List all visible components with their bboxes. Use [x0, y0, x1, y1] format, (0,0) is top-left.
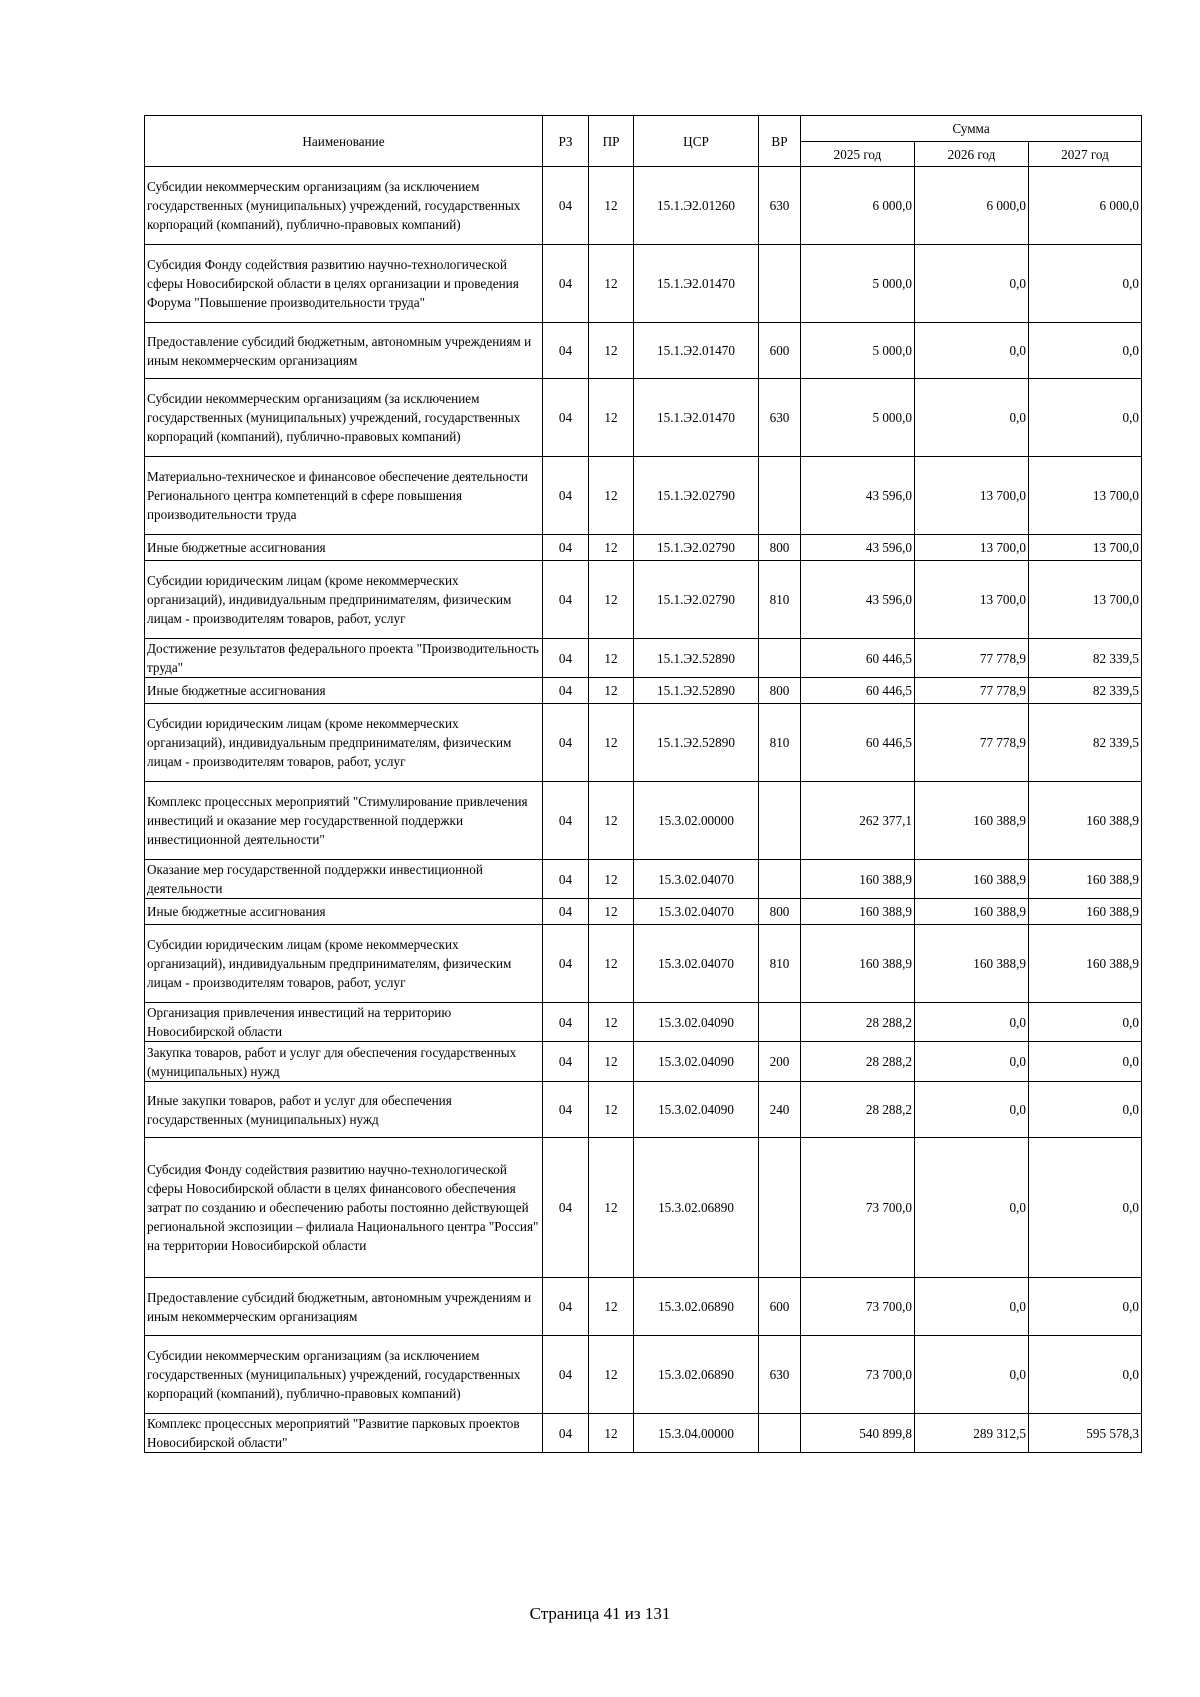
- cell-sum-2025: 5 000,0: [801, 245, 915, 323]
- cell-name: Иные закупки товаров, работ и услуг для обеспечения государственных (муниципальных) нужд: [145, 1082, 543, 1138]
- table-row: [145, 379, 1142, 457]
- cell-sum-2026: 13 700,0: [915, 535, 1029, 561]
- cell-name: Оказание мер государственной поддержки инвестиционной деятельности: [145, 860, 543, 899]
- cell-pr: 12: [589, 167, 634, 245]
- cell-vr: 630: [759, 379, 801, 457]
- cell-pr: 12: [589, 1138, 634, 1278]
- table-row: [145, 925, 1142, 1003]
- cell-sum-2025: 73 700,0: [801, 1138, 915, 1278]
- cell-csr: 15.3.02.04070: [634, 925, 759, 1003]
- cell-pr: 12: [589, 1414, 634, 1453]
- cell-vr: [759, 245, 801, 323]
- cell-pr: 12: [589, 704, 634, 782]
- cell-sum-2027: 0,0: [1029, 1042, 1142, 1082]
- cell-vr: [759, 782, 801, 860]
- cell-sum-2027: 13 700,0: [1029, 561, 1142, 639]
- cell-sum-2026: 77 778,9: [915, 704, 1029, 782]
- cell-vr: 240: [759, 1082, 801, 1138]
- cell-rz: 04: [543, 379, 589, 457]
- cell-vr: 800: [759, 678, 801, 704]
- cell-name: Субсидии юридическим лицам (кроме некоммерческих организаций), индивидуальным предпринимателям, физическим лицам - производителям товаров, работ, услуг: [145, 561, 543, 639]
- cell-csr: 15.3.02.04090: [634, 1042, 759, 1082]
- cell-csr: 15.1.Э2.52890: [634, 678, 759, 704]
- cell-rz: 04: [543, 1414, 589, 1453]
- cell-sum-2026: 160 388,9: [915, 860, 1029, 899]
- budget-table: [144, 115, 1142, 1453]
- cell-rz: 04: [543, 1278, 589, 1336]
- cell-rz: 04: [543, 535, 589, 561]
- cell-vr: 630: [759, 167, 801, 245]
- cell-sum-2025: 60 446,5: [801, 639, 915, 678]
- cell-sum-2026: 0,0: [915, 379, 1029, 457]
- cell-rz: 04: [543, 678, 589, 704]
- cell-csr: 15.1.Э2.01470: [634, 379, 759, 457]
- cell-vr: 600: [759, 1278, 801, 1336]
- table-row: [145, 678, 1142, 704]
- cell-sum-2027: 0,0: [1029, 379, 1142, 457]
- table-row: [145, 860, 1142, 899]
- cell-sum-2027: 6 000,0: [1029, 167, 1142, 245]
- table-body: [145, 167, 1142, 1453]
- cell-vr: [759, 1003, 801, 1042]
- cell-vr: 800: [759, 899, 801, 925]
- cell-sum-2025: 160 388,9: [801, 860, 915, 899]
- cell-name: Субсидии некоммерческим организациям (за исключением государственных (муниципальных) учреждений, государственных корпораций (компаний), публично-правовых компаний): [145, 379, 543, 457]
- cell-pr: 12: [589, 678, 634, 704]
- cell-pr: 12: [589, 782, 634, 860]
- cell-pr: 12: [589, 639, 634, 678]
- cell-csr: 15.3.02.06890: [634, 1278, 759, 1336]
- cell-vr: [759, 457, 801, 535]
- cell-sum-2025: 540 899,8: [801, 1414, 915, 1453]
- cell-sum-2027: 82 339,5: [1029, 704, 1142, 782]
- table-row: [145, 561, 1142, 639]
- cell-name: Субсидии некоммерческим организациям (за исключением государственных (муниципальных) учреждений, государственных корпораций (компаний), публично-правовых компаний): [145, 1336, 543, 1414]
- cell-sum-2025: 28 288,2: [801, 1082, 915, 1138]
- cell-pr: 12: [589, 379, 634, 457]
- cell-sum-2026: 77 778,9: [915, 678, 1029, 704]
- cell-sum-2027: 160 388,9: [1029, 899, 1142, 925]
- cell-vr: 810: [759, 561, 801, 639]
- cell-pr: 12: [589, 860, 634, 899]
- cell-sum-2026: 0,0: [915, 1082, 1029, 1138]
- table-row: [145, 1138, 1142, 1278]
- cell-sum-2027: 13 700,0: [1029, 535, 1142, 561]
- cell-pr: 12: [589, 899, 634, 925]
- cell-csr: 15.1.Э2.52890: [634, 704, 759, 782]
- cell-sum-2026: 0,0: [915, 1278, 1029, 1336]
- header-vr: ВР: [759, 116, 801, 167]
- cell-sum-2025: 73 700,0: [801, 1336, 915, 1414]
- cell-sum-2025: 5 000,0: [801, 323, 915, 379]
- cell-sum-2027: 160 388,9: [1029, 860, 1142, 899]
- cell-rz: 04: [543, 167, 589, 245]
- cell-rz: 04: [543, 457, 589, 535]
- cell-rz: 04: [543, 245, 589, 323]
- cell-csr: 15.1.Э2.01470: [634, 323, 759, 379]
- cell-rz: 04: [543, 1336, 589, 1414]
- cell-rz: 04: [543, 899, 589, 925]
- cell-rz: 04: [543, 1138, 589, 1278]
- cell-sum-2025: 262 377,1: [801, 782, 915, 860]
- cell-name: Предоставление субсидий бюджетным, автономным учреждениям и иным некоммерческим организациям: [145, 323, 543, 379]
- cell-sum-2027: 0,0: [1029, 1138, 1142, 1278]
- cell-sum-2026: 77 778,9: [915, 639, 1029, 678]
- cell-pr: 12: [589, 535, 634, 561]
- cell-pr: 12: [589, 1042, 634, 1082]
- cell-vr: [759, 1414, 801, 1453]
- cell-sum-2027: 0,0: [1029, 245, 1142, 323]
- cell-name: Субсидия Фонду содействия развитию научно-технологической сферы Новосибирской области в целях финансового обеспечения затрат по созданию и обеспечению работы постоянно действующей региональной экспозиции – филиала Национального центра "Россия" на территории Новосибирской области: [145, 1138, 543, 1278]
- cell-sum-2027: 82 339,5: [1029, 678, 1142, 704]
- header-year-2027: 2027 год: [1029, 142, 1142, 167]
- cell-pr: 12: [589, 925, 634, 1003]
- cell-sum-2025: 5 000,0: [801, 379, 915, 457]
- cell-sum-2025: 60 446,5: [801, 678, 915, 704]
- cell-sum-2026: 0,0: [915, 1003, 1029, 1042]
- cell-sum-2025: 73 700,0: [801, 1278, 915, 1336]
- header-sum: Сумма: [801, 116, 1142, 142]
- cell-sum-2026: 0,0: [915, 245, 1029, 323]
- header-year-2025: 2025 год: [801, 142, 915, 167]
- cell-csr: 15.3.02.04090: [634, 1003, 759, 1042]
- cell-sum-2027: 13 700,0: [1029, 457, 1142, 535]
- cell-sum-2026: 6 000,0: [915, 167, 1029, 245]
- cell-csr: 15.1.Э2.01470: [634, 245, 759, 323]
- header-csr: ЦСР: [634, 116, 759, 167]
- table-row: [145, 1336, 1142, 1414]
- cell-vr: [759, 1138, 801, 1278]
- table-row: [145, 323, 1142, 379]
- cell-pr: 12: [589, 1082, 634, 1138]
- cell-rz: 04: [543, 1042, 589, 1082]
- cell-rz: 04: [543, 782, 589, 860]
- cell-pr: 12: [589, 323, 634, 379]
- cell-csr: 15.3.02.04070: [634, 899, 759, 925]
- cell-pr: 12: [589, 1336, 634, 1414]
- page-number: Страница 41 из 131: [529, 1604, 671, 1623]
- header-pr: ПР: [589, 116, 634, 167]
- table-row: [145, 782, 1142, 860]
- cell-sum-2025: 43 596,0: [801, 535, 915, 561]
- table-row: [145, 639, 1142, 678]
- cell-sum-2027: 160 388,9: [1029, 782, 1142, 860]
- cell-sum-2025: 28 288,2: [801, 1003, 915, 1042]
- cell-csr: 15.3.02.04070: [634, 860, 759, 899]
- cell-sum-2026: 289 312,5: [915, 1414, 1029, 1453]
- cell-sum-2026: 160 388,9: [915, 925, 1029, 1003]
- cell-sum-2025: 43 596,0: [801, 561, 915, 639]
- cell-csr: 15.3.02.06890: [634, 1138, 759, 1278]
- cell-vr: 810: [759, 704, 801, 782]
- cell-name: Закупка товаров, работ и услуг для обеспечения государственных (муниципальных) нужд: [145, 1042, 543, 1082]
- cell-vr: [759, 639, 801, 678]
- cell-rz: 04: [543, 860, 589, 899]
- table-row: [145, 1082, 1142, 1138]
- cell-vr: 800: [759, 535, 801, 561]
- cell-pr: 12: [589, 457, 634, 535]
- cell-name: Субсидии юридическим лицам (кроме некоммерческих организаций), индивидуальным предпринимателям, физическим лицам - производителям товаров, работ, услуг: [145, 704, 543, 782]
- cell-pr: 12: [589, 1278, 634, 1336]
- cell-vr: 810: [759, 925, 801, 1003]
- cell-sum-2026: 0,0: [915, 1042, 1029, 1082]
- cell-csr: 15.1.Э2.02790: [634, 457, 759, 535]
- cell-name: Иные бюджетные ассигнования: [145, 899, 543, 925]
- cell-name: Предоставление субсидий бюджетным, автономным учреждениям и иным некоммерческим организациям: [145, 1278, 543, 1336]
- cell-sum-2027: 0,0: [1029, 1278, 1142, 1336]
- table-row: [145, 1042, 1142, 1082]
- cell-vr: 600: [759, 323, 801, 379]
- cell-csr: 15.1.Э2.52890: [634, 639, 759, 678]
- cell-csr: 15.3.02.00000: [634, 782, 759, 860]
- cell-sum-2027: 0,0: [1029, 323, 1142, 379]
- table-row: [145, 535, 1142, 561]
- table-row: [145, 245, 1142, 323]
- cell-sum-2025: 160 388,9: [801, 899, 915, 925]
- cell-csr: 15.1.Э2.01260: [634, 167, 759, 245]
- cell-sum-2027: 595 578,3: [1029, 1414, 1142, 1453]
- cell-sum-2027: 160 388,9: [1029, 925, 1142, 1003]
- cell-rz: 04: [543, 925, 589, 1003]
- cell-name: Организация привлечения инвестиций на территорию Новосибирской области: [145, 1003, 543, 1042]
- cell-csr: 15.1.Э2.02790: [634, 561, 759, 639]
- cell-name: Иные бюджетные ассигнования: [145, 678, 543, 704]
- cell-sum-2026: 13 700,0: [915, 457, 1029, 535]
- cell-rz: 04: [543, 1003, 589, 1042]
- cell-name: Субсидии некоммерческим организациям (за исключением государственных (муниципальных) учреждений, государственных корпораций (компаний), публично-правовых компаний): [145, 167, 543, 245]
- cell-sum-2026: 160 388,9: [915, 782, 1029, 860]
- cell-name: Достижение результатов федерального проекта "Производительность труда": [145, 639, 543, 678]
- cell-sum-2027: 82 339,5: [1029, 639, 1142, 678]
- cell-rz: 04: [543, 704, 589, 782]
- cell-sum-2025: 6 000,0: [801, 167, 915, 245]
- header-year-2026: 2026 год: [915, 142, 1029, 167]
- table-row: [145, 1414, 1142, 1453]
- cell-name: Комплекс процессных мероприятий "Развитие парковых проектов Новосибирской области": [145, 1414, 543, 1453]
- cell-name: Субсидия Фонду содействия развитию научно-технологической сферы Новосибирской области в целях организации и проведения Форума "Повышение производительности труда": [145, 245, 543, 323]
- cell-name: Комплекс процессных мероприятий "Стимулирование привлечения инвестиций и оказание мер государственной поддержки инвестиционной деятельности": [145, 782, 543, 860]
- cell-name: Материально-техническое и финансовое обеспечение деятельности Регионального центра компетенций в сфере повышения производительности труда: [145, 457, 543, 535]
- header-rz: РЗ: [543, 116, 589, 167]
- cell-sum-2026: 0,0: [915, 1138, 1029, 1278]
- table-row: [145, 457, 1142, 535]
- table-row: [145, 167, 1142, 245]
- cell-name: Иные бюджетные ассигнования: [145, 535, 543, 561]
- cell-name: Субсидии юридическим лицам (кроме некоммерческих организаций), индивидуальным предпринимателям, физическим лицам - производителям товаров, работ, услуг: [145, 925, 543, 1003]
- cell-rz: 04: [543, 639, 589, 678]
- cell-sum-2026: 0,0: [915, 1336, 1029, 1414]
- cell-csr: 15.1.Э2.02790: [634, 535, 759, 561]
- cell-vr: [759, 860, 801, 899]
- cell-rz: 04: [543, 323, 589, 379]
- table-row: [145, 1278, 1142, 1336]
- header-row: [145, 116, 1142, 142]
- cell-sum-2025: 60 446,5: [801, 704, 915, 782]
- cell-sum-2027: 0,0: [1029, 1082, 1142, 1138]
- table-row: [145, 704, 1142, 782]
- cell-pr: 12: [589, 245, 634, 323]
- cell-rz: 04: [543, 561, 589, 639]
- cell-sum-2026: 0,0: [915, 323, 1029, 379]
- cell-rz: 04: [543, 1082, 589, 1138]
- cell-pr: 12: [589, 561, 634, 639]
- cell-sum-2027: 0,0: [1029, 1336, 1142, 1414]
- cell-sum-2026: 160 388,9: [915, 899, 1029, 925]
- cell-pr: 12: [589, 1003, 634, 1042]
- cell-sum-2025: 43 596,0: [801, 457, 915, 535]
- table-row: [145, 1003, 1142, 1042]
- cell-sum-2026: 13 700,0: [915, 561, 1029, 639]
- cell-csr: 15.3.02.04090: [634, 1082, 759, 1138]
- cell-sum-2025: 160 388,9: [801, 925, 915, 1003]
- cell-sum-2025: 28 288,2: [801, 1042, 915, 1082]
- table-row: [145, 899, 1142, 925]
- cell-csr: 15.3.02.06890: [634, 1336, 759, 1414]
- cell-sum-2027: 0,0: [1029, 1003, 1142, 1042]
- cell-vr: 630: [759, 1336, 801, 1414]
- cell-csr: 15.3.04.00000: [634, 1414, 759, 1453]
- header-name: Наименование: [145, 116, 543, 167]
- cell-vr: 200: [759, 1042, 801, 1082]
